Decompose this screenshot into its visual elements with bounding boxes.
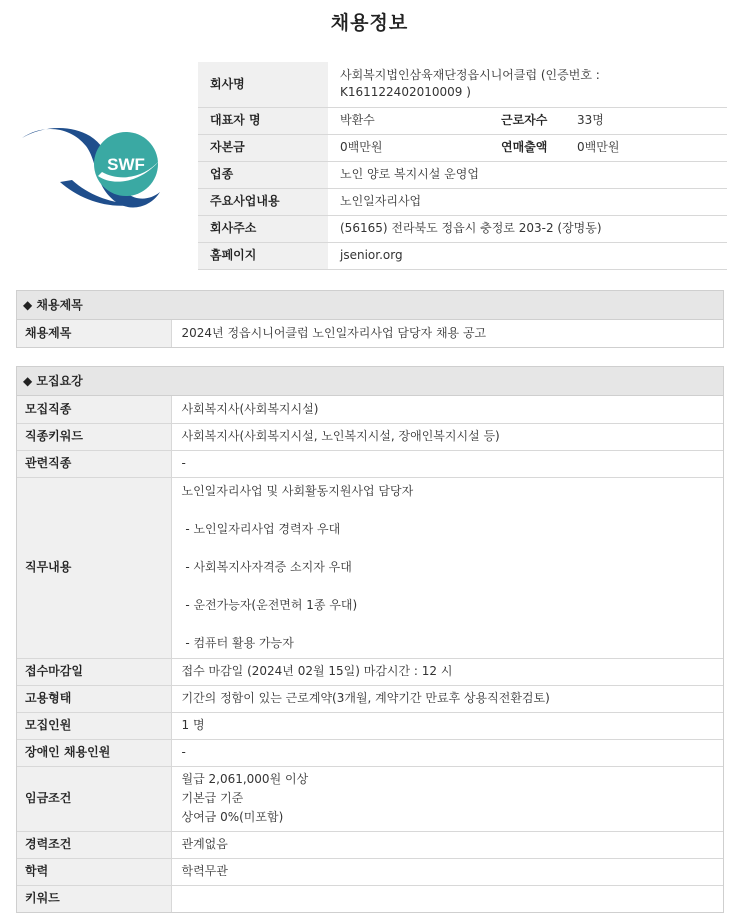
related-job-value: - (171, 450, 723, 477)
job-type-label: 모집직종 (17, 396, 171, 423)
recruit-row-wage (17, 766, 723, 831)
wage-line: 월급 2,061,000원 이상 (181, 772, 309, 786)
keywords-value (171, 885, 723, 912)
duty-label: 직무내용 (17, 477, 171, 658)
disabled-headcount-value: - (171, 739, 723, 766)
recruit-section-header: ◆ 모집요강 (17, 367, 723, 396)
industry-label: 업종 (198, 161, 328, 188)
company-name-line2: K161122402010009 ) (340, 85, 471, 100)
company-name-label: 회사명 (198, 62, 328, 107)
homepage-link[interactable]: jsenior.org (328, 242, 727, 269)
related-job-label: 관련직종 (17, 450, 171, 477)
company-row-address (198, 215, 727, 242)
recruit-row-keywords (17, 885, 723, 912)
wage-line: 상여금 0%(미포함) (181, 810, 284, 824)
capital-value: 0백만원 (328, 134, 497, 161)
capital-label: 자본금 (198, 134, 328, 161)
job-title-row (17, 320, 723, 347)
recruit-row-disabled-headcount (17, 739, 723, 766)
company-name-line1: 사회복지법인삼육재단정읍시니어클럽 (인증번호 : (340, 68, 600, 83)
recruit-row-employment-type (17, 685, 723, 712)
job-type-value: 사회복지사(사회복지시설) (171, 396, 723, 423)
company-row-industry (198, 161, 727, 188)
deadline-label: 접수마감일 (17, 658, 171, 685)
business-label: 주요사업내용 (198, 188, 328, 215)
business-value: 노인일자리사업 (328, 188, 727, 215)
wage-value (171, 766, 723, 831)
education-label: 학력 (17, 858, 171, 885)
career-value: 관계없음 (171, 831, 723, 858)
recruit-row-related (17, 450, 723, 477)
job-title-section (16, 290, 724, 348)
career-label: 경력조건 (17, 831, 171, 858)
employees-label: 근로자수 (497, 107, 575, 134)
recruit-section (16, 366, 724, 913)
duty-line: - 사회복지사자격증 소지자 우대 (181, 560, 352, 574)
recruit-row-keyword (17, 423, 723, 450)
recruit-row-job-type (17, 396, 723, 423)
company-logo (20, 120, 168, 212)
duty-line: - 노인일자리사업 경력자 우대 (181, 522, 341, 536)
job-keyword-label: 직종키워드 (17, 423, 171, 450)
homepage-label: 홈페이지 (198, 242, 328, 269)
address-label: 회사주소 (198, 215, 328, 242)
job-title-section-header: ◆ 채용제목 (17, 291, 723, 320)
ceo-value: 박환수 (328, 107, 497, 134)
page-title: 채용정보 (330, 12, 409, 34)
keywords-label: 키워드 (17, 885, 171, 912)
company-row-capital (198, 134, 727, 161)
recruit-table (17, 396, 723, 912)
sales-label: 연매출액 (497, 134, 575, 161)
employees-value: 33명 (575, 107, 727, 134)
duty-line: 노인일자리사업 및 사회활동지원사업 담당자 (181, 484, 414, 498)
logo-text: SWF (107, 155, 145, 174)
company-row-homepage (198, 242, 727, 269)
disabled-headcount-label: 장애인 채용인원 (17, 739, 171, 766)
ceo-label: 대표자 명 (198, 107, 328, 134)
duty-value (171, 477, 723, 658)
recruit-row-education (17, 858, 723, 885)
headcount-label: 모집인원 (17, 712, 171, 739)
recruit-row-career (17, 831, 723, 858)
recruit-row-duty (17, 477, 723, 658)
sales-value: 0백만원 (575, 134, 727, 161)
wage-label: 임금조건 (17, 766, 171, 831)
job-title-label: 채용제목 (17, 320, 171, 347)
address-value: (56165) 전라북도 정읍시 충정로 203-2 (장명동) (328, 215, 727, 242)
deadline-value: 접수 마감일 (2024년 02월 15일) 마감시간 : 12 시 (171, 658, 723, 685)
job-title-value: 2024년 정읍시니어클럽 노인일자리사업 담당자 채용 공고 (181, 326, 487, 340)
swf-logo-graphic (20, 120, 168, 212)
job-title-table (17, 320, 723, 347)
company-info-table (198, 62, 727, 270)
employment-type-value: 기간의 정함이 있는 근로계약(3개월, 계약기간 만료후 상용직전환검토) (171, 685, 723, 712)
recruit-row-deadline (17, 658, 723, 685)
company-row-ceo (198, 107, 727, 134)
company-name-value (328, 62, 727, 107)
duty-line: - 운전가능자(운전면허 1종 우대) (181, 598, 358, 612)
wage-line: 기본급 기준 (181, 791, 244, 805)
company-row-business (198, 188, 727, 215)
job-keyword-value: 사회복지사(사회복지시설, 노인복지시설, 장애인복지시설 등) (171, 423, 723, 450)
headcount-value: 1 명 (171, 712, 723, 739)
company-row-name (198, 62, 727, 107)
recruit-row-headcount (17, 712, 723, 739)
industry-value: 노인 양로 복지시설 운영업 (328, 161, 727, 188)
education-value: 학력무관 (171, 858, 723, 885)
employment-type-label: 고용형태 (17, 685, 171, 712)
duty-line: - 컴퓨터 활용 가능자 (181, 636, 294, 650)
